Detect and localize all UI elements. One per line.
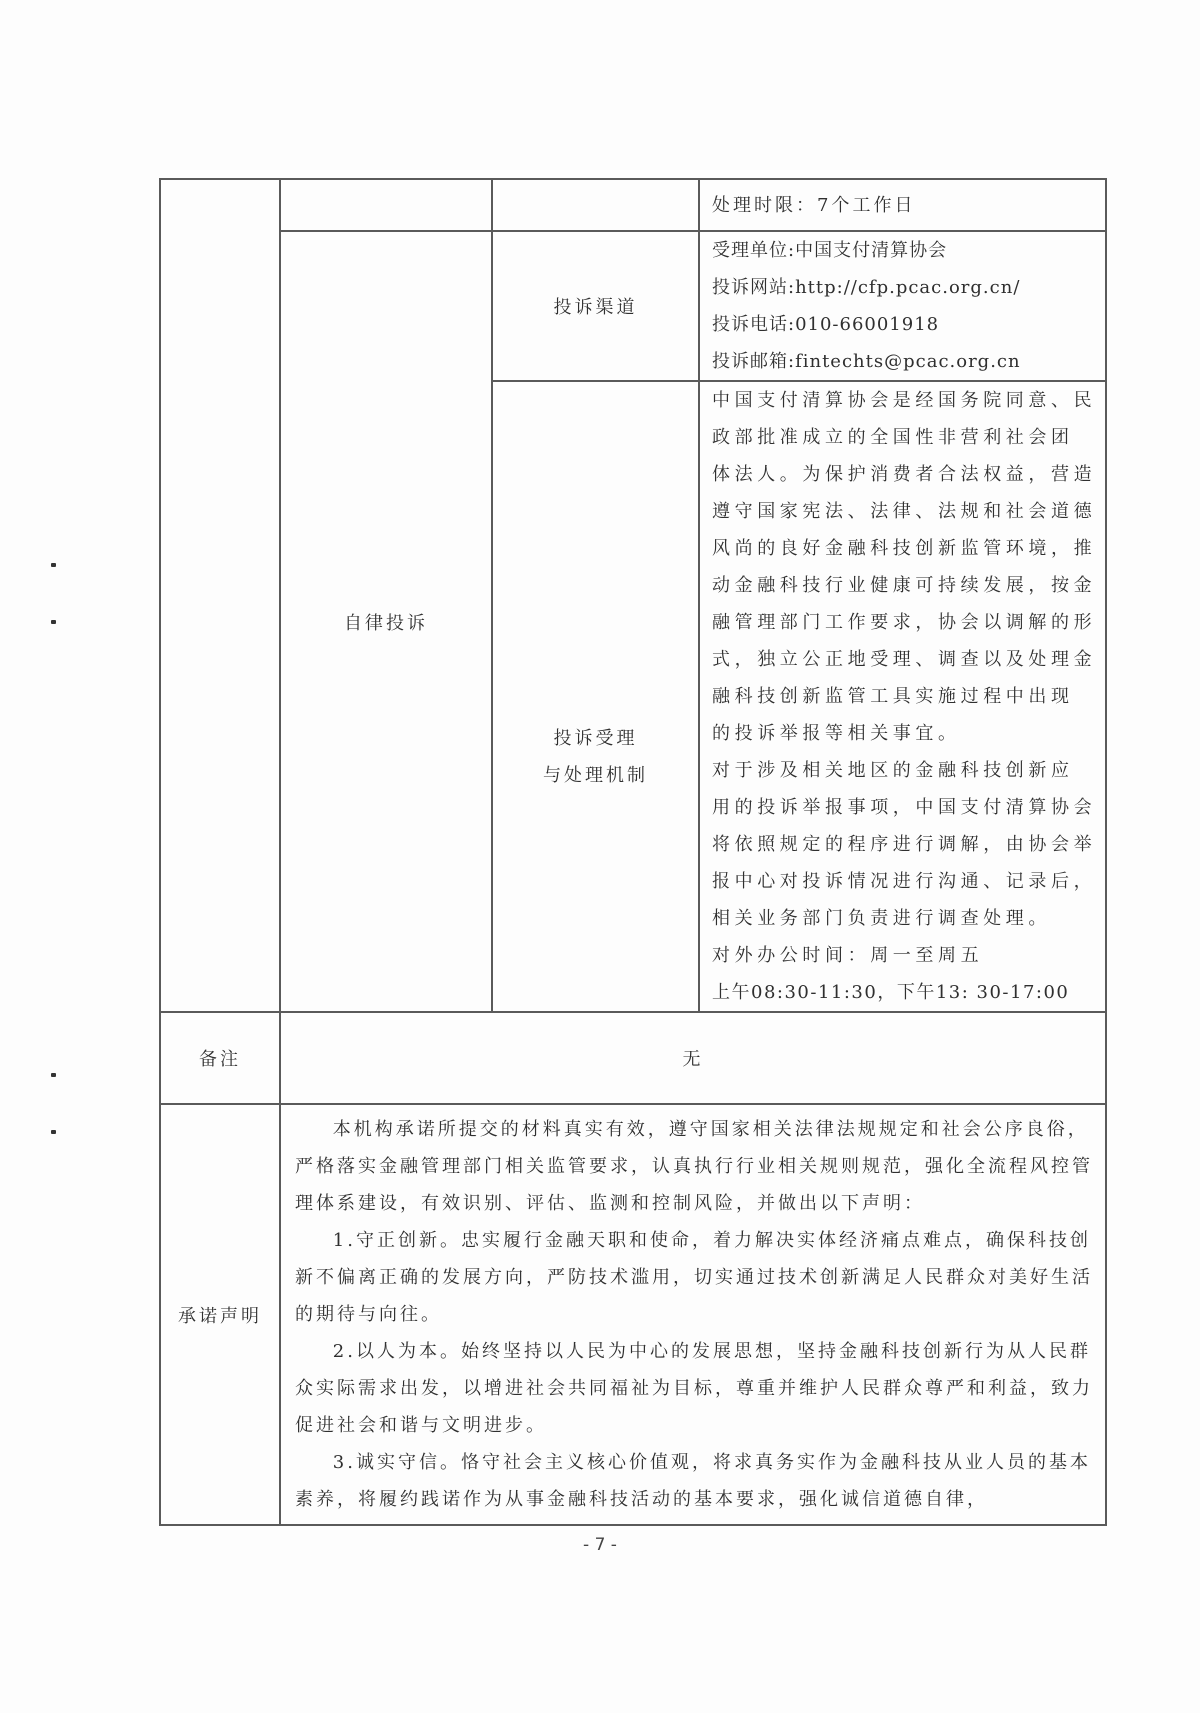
scan-mark	[51, 563, 56, 567]
mechanism-line: 式，独立公正地受理、调查以及处理金	[712, 649, 1097, 670]
remarks-value-cell	[280, 1012, 1106, 1104]
complaint-website: 投诉网站:http://cfp.pcac.org.cn/	[712, 277, 1021, 298]
mechanism-line: 对于涉及相关地区的金融科技创新应	[712, 760, 1074, 781]
mechanism-details-cell	[699, 381, 1106, 1012]
outer-category-cell	[160, 179, 280, 1012]
complaint-email: 投诉邮箱:fintechts@pcac.org.cn	[712, 351, 1021, 372]
table-row-channel	[160, 231, 1106, 381]
channel-label: 投诉渠道	[553, 297, 638, 318]
handling-unit: 受理单位:中国支付清算协会	[712, 240, 948, 261]
mechanism-line: 中国支付清算协会是经国务院同意、民	[712, 390, 1097, 411]
mechanism-line: 相关业务部门负责进行调查处理。	[712, 908, 1051, 929]
remarks-value: 无	[682, 1049, 704, 1070]
table-row-remarks	[160, 1012, 1106, 1104]
channel-label-cell	[492, 231, 699, 381]
page-number: - 7 -	[583, 1535, 617, 1555]
mechanism-line: 融管理部门工作要求，协会以调解的形	[712, 612, 1097, 633]
mechanism-line: 政部批准成立的全国性非营利社会团	[712, 427, 1074, 448]
mechanism-line: 报中心对投诉情况进行沟通、记录后，	[712, 871, 1097, 892]
complaint-phone: 投诉电话:010-66001918	[712, 314, 940, 335]
empty-cell	[492, 179, 699, 231]
mechanism-line: 将依照规定的程序进行调解，由协会举	[712, 834, 1097, 855]
channel-details-cell	[699, 231, 1106, 381]
mechanism-line: 动金融科技行业健康可持续发展，按金	[712, 575, 1097, 596]
declaration-item: 2.以人为本。始终坚持以人民为中心的发展思想，坚持金融科技创新行为从人民群众实际需求出发，以增进社会共同福祉为目标，尊重并维护人民群众尊严和利益，致力促进社会和谐与文明进步。	[295, 1341, 1093, 1436]
time-limit-text: 处理时限：7个工作日	[712, 194, 916, 216]
mechanism-line: 遵守国家宪法、法律、法规和社会道德	[712, 501, 1097, 522]
self-discipline-label: 自律投诉	[344, 612, 428, 634]
mechanism-line: 风尚的良好金融科技创新监管环境，推	[712, 538, 1097, 559]
scan-mark	[51, 620, 56, 624]
declaration-content-cell	[280, 1104, 1106, 1525]
declaration-intro: 本机构承诺所提交的材料真实有效，遵守国家相关法律法规规定和社会公序良俗，严格落实金融管理部门相关监管要求，认真执行行业相关规则规范，强化全流程风控管理体系建设，有效识别、评估、监测和控制风险，并做出以下声明：	[295, 1119, 1093, 1214]
time-limit-cell	[699, 179, 1106, 231]
mechanism-label-line2: 与处理机制	[543, 764, 648, 786]
mechanism-line: 融科技创新监管工具实施过程中出现	[712, 686, 1074, 707]
mechanism-line: 的投诉举报等相关事宜。	[712, 723, 961, 744]
remarks-label-cell	[160, 1012, 280, 1104]
declaration-item: 1.守正创新。忠实履行金融天职和使命，着力解决实体经济痛点难点，确保科技创新不偏离正确的发展方向，严防技术滥用，切实通过技术创新满足人民群众对美好生活的期待与向往。	[295, 1230, 1093, 1325]
scan-mark	[51, 1130, 56, 1134]
scan-mark	[51, 1073, 56, 1077]
office-hours-times: 上午08:30-11:30，下午13: 30-17:00	[712, 982, 1070, 1003]
complaint-info-table	[159, 178, 1107, 1526]
declaration-label: 承诺声明	[178, 1305, 262, 1327]
mechanism-line: 用的投诉举报事项，中国支付清算协会	[712, 797, 1097, 818]
office-hours-days: 对外办公时间：周一至周五	[712, 945, 984, 966]
empty-cell	[280, 179, 492, 231]
declaration-item: 3.诚实守信。恪守社会主义核心价值观，将求真务实作为金融科技从业人员的基本素养，将履约践诺作为从事金融科技活动的基本要求，强化诚信道德自律，	[295, 1452, 1091, 1510]
declaration-label-cell	[160, 1104, 280, 1525]
table-row-time-limit	[160, 179, 1106, 231]
mechanism-line: 体法人。为保护消费者合法权益，营造	[712, 464, 1097, 485]
table-row-declaration	[160, 1104, 1106, 1525]
mechanism-label-cell	[492, 381, 699, 1012]
mechanism-label-line1: 投诉受理	[553, 727, 638, 749]
self-discipline-label-cell	[280, 231, 492, 1012]
remarks-label: 备注	[199, 1049, 241, 1070]
